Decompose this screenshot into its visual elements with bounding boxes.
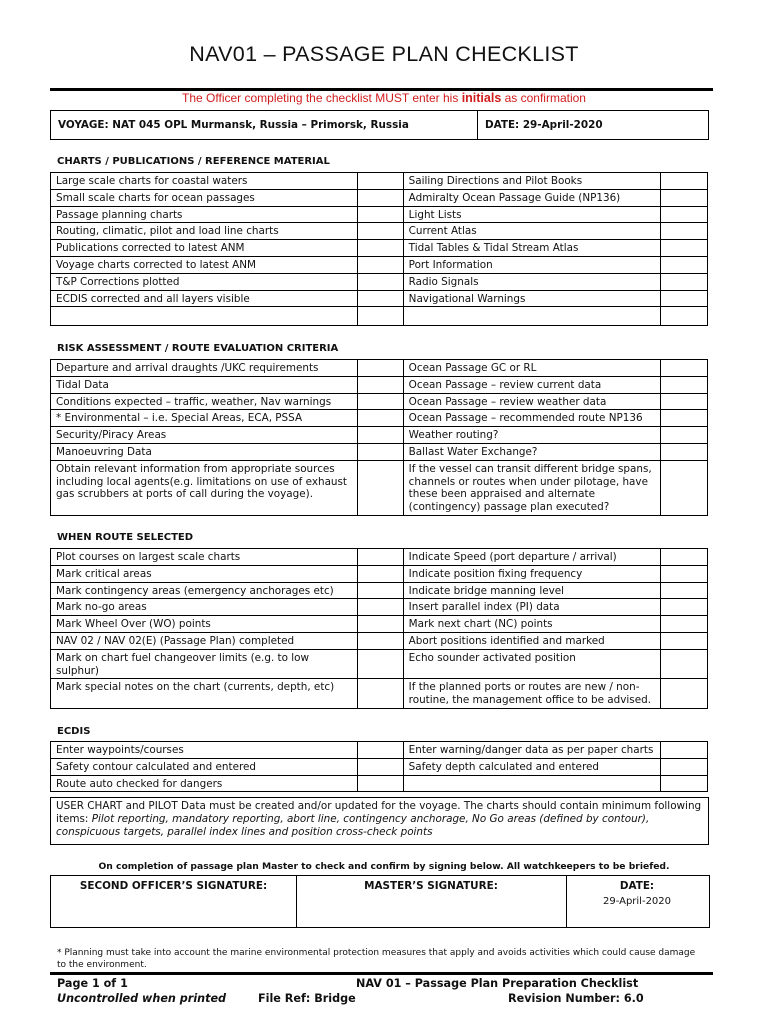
initials-box[interactable] [660, 427, 707, 444]
route-table [50, 548, 708, 709]
risk-table [50, 359, 708, 516]
uncontrolled-text: Uncontrolled when printed [57, 992, 227, 1005]
checklist-row [51, 223, 708, 240]
checklist-item: Mark next chart (NC) points [403, 616, 660, 633]
initials-box[interactable] [358, 410, 403, 427]
checklist-row [51, 273, 708, 290]
second-officer-signature-cell[interactable] [51, 876, 296, 927]
second-officer-signature-label: SECOND OFFICER’S SIGNATURE: [79, 880, 268, 892]
checklist-item: Mark special notes on the chart (currents, depth, etc) [51, 679, 358, 709]
checklist-row [51, 307, 708, 326]
ecdis-note-plain: USER CHART and PILOT Data must be created and/or updated for the voyage. The charts should contain minimum following items: [56, 800, 702, 825]
date-value: 29-April-2020 [602, 896, 672, 907]
initials-box[interactable] [660, 393, 707, 410]
initials-box[interactable] [358, 256, 403, 273]
checklist-item: Passage planning charts [51, 206, 358, 223]
initials-box[interactable] [358, 460, 403, 515]
ecdis-note [50, 797, 709, 845]
checklist-row [51, 742, 708, 759]
initials-box[interactable] [358, 549, 403, 566]
checklist-row [51, 410, 708, 427]
checklist-row [51, 549, 708, 566]
checklist-row [51, 206, 708, 223]
checklist-item: Mark no-go areas [51, 599, 358, 616]
ecdis-table [50, 741, 708, 792]
initials-box[interactable] [660, 173, 707, 190]
checklist-row [51, 679, 708, 709]
initials-box[interactable] [358, 290, 403, 307]
uncontrolled-notice [57, 992, 226, 1005]
checklist-item: Indicate Speed (port departure / arrival) [403, 549, 660, 566]
date-cell[interactable] [567, 876, 707, 927]
footnote: * Planning must take into account the marine environmental protection measures that apply and avoids activities which could cause damage to the environment. [57, 948, 696, 970]
checklist-item: Obtain relevant information from appropriate sources including local agents(e.g. limitations on use of exhaust gas scrubbers at ports of call during the voyage). [51, 460, 358, 515]
checklist-item: Routing, climatic, pilot and load line charts [51, 223, 358, 240]
checklist-item: Ocean Passage – review current data [403, 376, 660, 393]
checklist-row [51, 443, 708, 460]
checklist-item: Publications corrected to latest ANM [51, 240, 358, 257]
checklist-item: Tidal Tables & Tidal Stream Atlas [403, 240, 660, 257]
initials-box[interactable] [358, 565, 403, 582]
initials-box[interactable] [660, 549, 707, 566]
checklist-item: Conditions expected – traffic, weather, Nav warnings [51, 393, 358, 410]
checklist-item: Large scale charts for coastal waters [51, 173, 358, 190]
checklist-item: If the planned ports or routes are new / non-routine, the management office to be advised. [403, 679, 660, 709]
checklist-row [51, 427, 708, 444]
checklist-row [51, 173, 708, 190]
checklist-item: Security/Piracy Areas [51, 427, 358, 444]
checklist-item: Echo sounder activated position [403, 649, 660, 679]
checklist-item: T&P Corrections plotted [51, 273, 358, 290]
initials-box[interactable] [660, 565, 707, 582]
master-signature-cell[interactable] [297, 876, 565, 927]
page-number: Page 1 of 1 [57, 977, 128, 990]
checklist-row [51, 758, 708, 775]
initials-box[interactable] [660, 649, 707, 679]
initials-box[interactable] [660, 632, 707, 649]
initials-box[interactable] [660, 360, 707, 377]
initials-box[interactable] [660, 443, 707, 460]
initials-box[interactable] [358, 393, 403, 410]
checklist-item: Voyage charts corrected to latest ANM [51, 256, 358, 273]
checklist-item: Plot courses on largest scale charts [51, 549, 358, 566]
checklist-item: Ballast Water Exchange? [403, 443, 660, 460]
checklist-item: ECDIS corrected and all layers visible [51, 290, 358, 307]
initials-box[interactable] [660, 775, 707, 792]
checklist-row [51, 376, 708, 393]
revision-number: Revision Number: 6.0 [508, 992, 644, 1005]
checklist-item [403, 307, 660, 326]
initials-box[interactable] [358, 307, 403, 326]
initials-box[interactable] [660, 599, 707, 616]
section-heading-route: WHEN ROUTE SELECTED [57, 532, 194, 543]
checklist-item: If the vessel can transit different bridge spans, channels or routes when under pilotage, have these been appraised and alternate (contingency) passage plan executed? [403, 460, 660, 515]
initials-box[interactable] [358, 360, 403, 377]
voyage-field: VOYAGE: NAT 045 OPL Murmansk, Russia – Primorsk, Russia [58, 119, 409, 131]
charts-table [50, 172, 708, 326]
initials-box[interactable] [358, 616, 403, 633]
section-heading-charts: CHARTS / PUBLICATIONS / REFERENCE MATERIAL [57, 156, 330, 167]
initials-box[interactable] [660, 256, 707, 273]
voyage-divider [477, 111, 478, 139]
initials-box[interactable] [660, 273, 707, 290]
checklist-row [51, 616, 708, 633]
checklist-item: Enter waypoints/courses [51, 742, 358, 759]
file-ref: File Ref: Bridge [258, 992, 356, 1005]
checklist-item: Ocean Passage – recommended route NP136 [403, 410, 660, 427]
checklist-item: Manoeuvring Data [51, 443, 358, 460]
initials-box[interactable] [358, 173, 403, 190]
instruction-bold: initials [461, 91, 502, 105]
footer-doc-name: NAV 01 – Passage Plan Preparation Checklist [356, 977, 639, 990]
initials-box[interactable] [358, 376, 403, 393]
checklist-item: Tidal Data [51, 376, 358, 393]
completion-instruction: On completion of passage plan Master to check and confirm by signing below. All watchkeepers to be briefed. [98, 861, 670, 872]
initials-box[interactable] [358, 679, 403, 709]
checklist-item: Mark Wheel Over (WO) points [51, 616, 358, 633]
instruction-post: as confirmation [501, 91, 586, 105]
checklist-item: Indicate bridge manning level [403, 582, 660, 599]
checklist-row [51, 599, 708, 616]
initials-box[interactable] [660, 679, 707, 709]
initials-box[interactable] [660, 240, 707, 257]
initials-box[interactable] [358, 582, 403, 599]
initials-box[interactable] [358, 443, 403, 460]
instruction-pre: The Officer completing the checklist MUST enter his [182, 91, 462, 105]
initials-box[interactable] [660, 742, 707, 759]
initials-box[interactable] [358, 189, 403, 206]
checklist-item: Sailing Directions and Pilot Books [403, 173, 660, 190]
initials-box[interactable] [358, 240, 403, 257]
checklist-item: Light Lists [403, 206, 660, 223]
initials-box[interactable] [358, 758, 403, 775]
checklist-item: * Environmental – i.e. Special Areas, ECA, PSSA [51, 410, 358, 427]
checklist-row [51, 290, 708, 307]
ecdis-note-italic: Pilot reporting, mandatory reporting, abort line, contingency anchorage, No Go areas (defined by contour), conspicuous targets, parallel index lines and position cross-check points [56, 812, 650, 838]
page-title: NAV01 – PASSAGE PLAN CHECKLIST [189, 42, 579, 66]
checklist-row [51, 775, 708, 792]
checklist-item [51, 307, 358, 326]
checklist-item: Small scale charts for ocean passages [51, 189, 358, 206]
initials-box[interactable] [660, 376, 707, 393]
initials-box[interactable] [358, 206, 403, 223]
checklist-item: Navigational Warnings [403, 290, 660, 307]
initials-box[interactable] [660, 616, 707, 633]
initials-box[interactable] [358, 273, 403, 290]
section-heading-risk: RISK ASSESSMENT / ROUTE EVALUATION CRITERIA [57, 343, 339, 354]
checklist-row [51, 189, 708, 206]
initials-box[interactable] [660, 410, 707, 427]
section-heading-ecdis: ECDIS [57, 726, 91, 737]
checklist-item [403, 775, 660, 792]
checklist-row [51, 649, 708, 679]
checklist-item: Admiralty Ocean Passage Guide (NP136) [403, 189, 660, 206]
checklist-item: Safety contour calculated and entered [51, 758, 358, 775]
initials-box[interactable] [358, 599, 403, 616]
checklist-row [51, 582, 708, 599]
initials-box[interactable] [358, 427, 403, 444]
checklist-row [51, 256, 708, 273]
checklist-item: Mark critical areas [51, 565, 358, 582]
voyage-box [50, 110, 709, 140]
checklist-item: Ocean Passage – review weather data [403, 393, 660, 410]
checklist-item: NAV 02 / NAV 02(E) (Passage Plan) completed [51, 632, 358, 649]
checklist-item: Indicate position fixing frequency [403, 565, 660, 582]
initials-box[interactable] [358, 223, 403, 240]
bottom-rule [50, 972, 713, 975]
checklist-item: Weather routing? [403, 427, 660, 444]
checklist-item: Current Atlas [403, 223, 660, 240]
checklist-row [51, 460, 708, 515]
checklist-item: Ocean Passage GC or RL [403, 360, 660, 377]
checklist-row [51, 360, 708, 377]
initials-box[interactable] [358, 649, 403, 679]
checklist-item: Enter warning/danger data as per paper charts [403, 742, 660, 759]
checklist-item: Safety depth calculated and entered [403, 758, 660, 775]
instruction-text [0, 91, 768, 105]
initials-box[interactable] [660, 206, 707, 223]
initials-box[interactable] [358, 632, 403, 649]
checklist-item: Mark contingency areas (emergency anchorages etc) [51, 582, 358, 599]
checklist-item: Radio Signals [403, 273, 660, 290]
checklist-row [51, 565, 708, 582]
initials-box[interactable] [660, 460, 707, 515]
initials-box[interactable] [660, 758, 707, 775]
initials-box[interactable] [660, 189, 707, 206]
initials-box[interactable] [660, 223, 707, 240]
checklist-row [51, 240, 708, 257]
initials-box[interactable] [358, 775, 403, 792]
master-signature-label: MASTER’S SIGNATURE: [364, 880, 498, 892]
checklist-item: Departure and arrival draughts /UKC requirements [51, 360, 358, 377]
signature-table [50, 875, 710, 928]
checklist-item: Port Information [403, 256, 660, 273]
date-field: DATE: 29-April-2020 [485, 119, 603, 131]
checklist-item: Route auto checked for dangers [51, 775, 358, 792]
checklist-row [51, 632, 708, 649]
checklist-item: Mark on chart fuel changeover limits (e.g. to low sulphur) [51, 649, 358, 679]
checklist-row [51, 393, 708, 410]
date-label: DATE: [619, 880, 655, 892]
initials-box[interactable] [660, 582, 707, 599]
checklist-item: Insert parallel index (PI) data [403, 599, 660, 616]
initials-box[interactable] [660, 307, 707, 326]
initials-box[interactable] [358, 742, 403, 759]
checklist-item: Abort positions identified and marked [403, 632, 660, 649]
initials-box[interactable] [660, 290, 707, 307]
